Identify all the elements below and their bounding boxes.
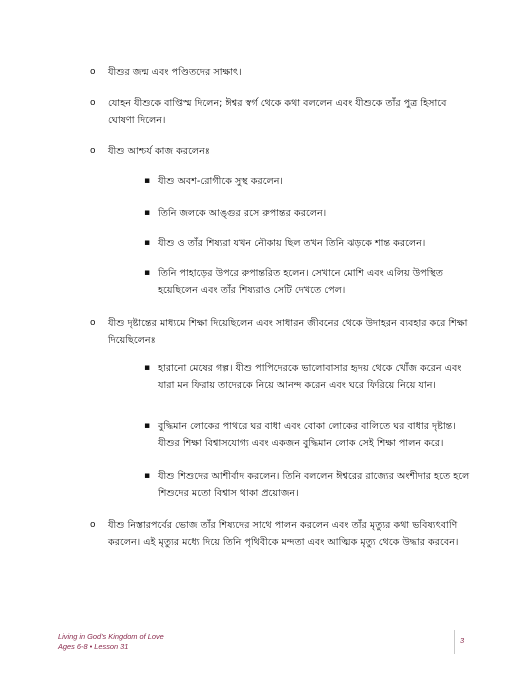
footer-subtitle: Ages 6-8 • Lesson 31 bbox=[58, 642, 129, 651]
list-item bbox=[90, 143, 468, 160]
list-item bbox=[90, 95, 468, 129]
sub-list-item bbox=[144, 418, 470, 452]
list-item-text: যোহন যীশুকে বাপ্তিস্ম দিলেন; ঈশ্বর স্বর্গ থেকে কথা বললেন এবং যীশুকে তাঁর পুত্র হিসাবে ঘোষণা দিলেন। bbox=[108, 98, 447, 126]
bullet-solid: ▪ bbox=[144, 421, 151, 431]
sub-list-item bbox=[144, 265, 470, 299]
bullet-hollow: o bbox=[90, 520, 96, 530]
list-item-text: যীশু শিশুদের আশীর্বাদ করলেন। তিনি বললেন ঈশ্বরের রাজ্যের অংশীদার হতে হলে শিশুদের মতো বিশ্বাস থাকা প্রয়োজন। bbox=[158, 471, 470, 499]
bullet-solid: ▪ bbox=[144, 268, 151, 278]
sub-list-item bbox=[144, 173, 470, 190]
list-item-text: যীশুর জন্ম এবং পণ্ডিতদের সাক্ষাৎ। bbox=[108, 67, 242, 78]
sub-list-item bbox=[144, 235, 470, 252]
page-number: 3 bbox=[460, 636, 465, 645]
list-item bbox=[90, 64, 468, 81]
sub-list-item bbox=[144, 468, 470, 502]
footer-lesson-info bbox=[58, 632, 164, 652]
list-item bbox=[90, 517, 468, 551]
footer-title: Living in God's Kingdom of Love bbox=[58, 632, 164, 641]
bullet-hollow: o bbox=[90, 318, 96, 328]
list-item-text: যীশু অবশ-রোগীকে সুস্থ করলেন। bbox=[158, 176, 283, 187]
list-item-text: যীশু দৃষ্টান্তের মাধ্যমে শিক্ষা দিয়েছিলেন এবং সাধারন জীবনের থেকে উদাহরন ব্যবহার করে শিক্ষা দিয়েছিলেনঃ bbox=[108, 318, 468, 346]
bullet-solid: ▪ bbox=[144, 208, 151, 218]
sub-list-item bbox=[144, 205, 470, 222]
sub-list-item bbox=[144, 360, 470, 394]
bullet-hollow: o bbox=[90, 146, 96, 156]
bullet-hollow: o bbox=[90, 98, 96, 108]
footer-divider bbox=[454, 630, 455, 654]
list-item-text: যীশু আশ্চর্য কাজ করলেনঃ bbox=[108, 146, 210, 157]
list-item-text: বুদ্ধিমান লোকের পাথরে ঘর বাধা এবং বোকা লোকের বালিতে ঘর বাধার দৃষ্টান্ত। যীশুর শিক্ষা বিশ্বাসযোগ্য এবং একজন বুদ্ধিমান লোক সেই শিক্ষা পালন করে। bbox=[158, 421, 456, 449]
bullet-solid: ▪ bbox=[144, 471, 151, 481]
list-item-text: যীশু ও তাঁর শিষ্যরা যখন নৌকায় ছিল তখন তিনি ঝড়কে শান্ত করলেন। bbox=[158, 238, 426, 249]
list-item-text: যীশু নিস্তারপর্বের ভোজ তাঁর শিষ্যদের সাথে পালন করলেন এবং তাঁর মৃত্যুর কথা ভবিষ্যৎবাণি করলেন। এই মৃত্যুর মধ্যে দিয়ে তিনি পৃথিবীকে মন্দতা এবং আত্মিক মৃত্যু থেকে উদ্ধার করবেন। bbox=[108, 520, 459, 548]
bullet-solid: ▪ bbox=[144, 363, 151, 373]
bullet-solid: ▪ bbox=[144, 176, 151, 186]
list-item-text: হারানো মেষের গল্প। যীশু পাপিদেরকে ভালোবাসার হৃদয় থেকে খোঁজ করেন এবং যারা মন ফিরায় তাদেরকে নিয়ে আনন্দ করেন এবং ঘরে ফিরিয়ে নিয়ে যান। bbox=[158, 363, 462, 391]
bullet-solid: ▪ bbox=[144, 238, 151, 248]
list-item-text: তিনি জলকে আঙ্গুর রসে রুপান্তর করলেন। bbox=[158, 208, 327, 219]
list-item bbox=[90, 315, 468, 349]
list-item-text: তিনি পাহাড়ের উপরে রুপান্তরিত হলেন। সেখানে মোশি এবং এলিয় উপস্থিত হয়েছিলেন এবং তাঁর শিষ্যরাও সেটি দেখতে পেল। bbox=[158, 268, 443, 296]
bullet-hollow: o bbox=[90, 67, 96, 77]
